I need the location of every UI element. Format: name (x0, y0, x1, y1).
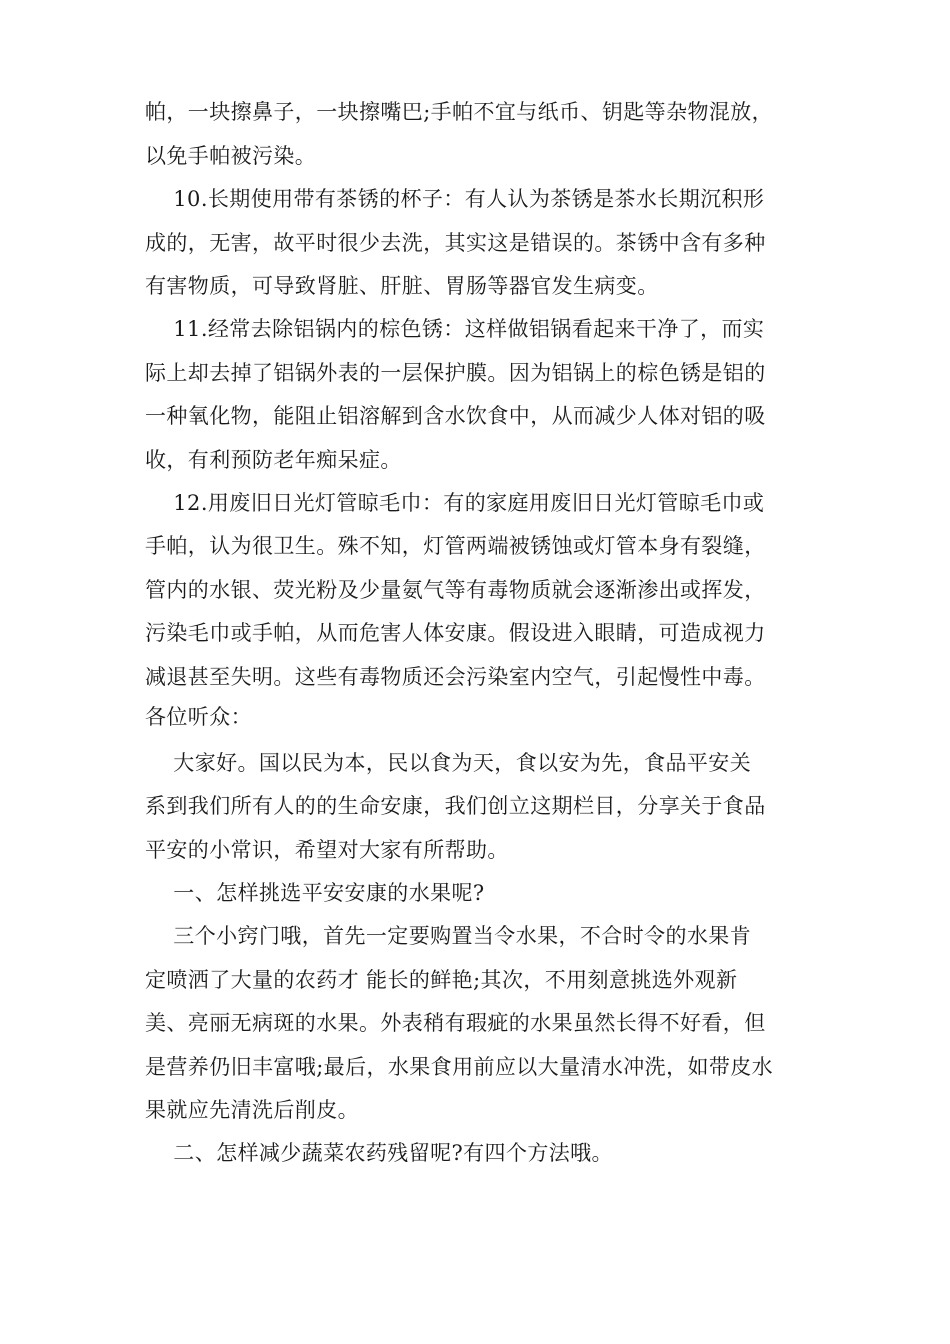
text-line: 美、亮丽无病斑的水果。外表稍有瑕疵的水果虽然长得不好看，但 (145, 1011, 766, 1035)
text-line: 平安的小常识，希望对大家有所帮助。 (145, 838, 509, 862)
text-line: 二、怎样减少蔬菜农药残留呢?有四个方法哦。 (145, 1141, 613, 1165)
text-line: 12.用废旧日光灯管晾毛巾：有的家庭用废旧日光灯管晾毛巾或 (145, 491, 765, 515)
text-line: 污染毛巾或手帕，从而危害人体安康。假设进入眼睛，可造成视力 (145, 621, 766, 645)
text-line: 一种氧化物，能阻止铝溶解到含水饮食中，从而减少人体对铝的吸 (145, 404, 766, 428)
text-line: 是营养仍旧丰富哦;最后，水果食用前应以大量清水冲洗，如带皮水 (145, 1055, 774, 1079)
text-line: 一、怎样挑选平安安康的水果呢? (145, 881, 485, 905)
text-line: 11.经常去除铝锅内的棕色锈：这样做铝锅看起来干净了，而实 (145, 317, 765, 341)
text-line: 际上却去掉了铝锅外表的一层保护膜。因为铝锅上的棕色锈是铝的 (145, 361, 766, 385)
text-line: 帕，一块擦鼻子，一块擦嘴巴;手帕不宜与纸币、钥匙等杂物混放， (145, 100, 774, 124)
text-line: 减退甚至失明。这些有毒物质还会污染室内空气，引起慢性中毒。 (145, 665, 766, 689)
text-line: 果就应先清洗后削皮。 (145, 1098, 359, 1122)
text-line: 三个小窍门哦，首先一定要购置当令水果，不合时令的水果肯 (145, 924, 752, 948)
text-line: 大家好。国以民为本，民以食为天，食以安为先，食品平安关 (145, 751, 752, 775)
text-line: 定喷洒了大量的农药才 能长的鲜艳;其次，不用刻意挑选外观新 (145, 968, 738, 992)
text-line: 以免手帕被污染。 (145, 144, 317, 168)
text-line: 系到我们所有人的的生命安康，我们创立这期栏目，分享关于食品 (145, 794, 766, 818)
text-line: 管内的水银、荧光粉及少量氨气等有毒物质就会逐渐渗出或挥发， (145, 578, 766, 602)
text-line: 10.长期使用带有茶锈的杯子：有人认为茶锈是茶水长期沉积形 (145, 187, 765, 211)
text-line: 有害物质，可导致肾脏、肝脏、胃肠等器官发生病变。 (145, 274, 659, 298)
text-line: 手帕，认为很卫生。殊不知，灯管两端被锈蚀或灯管本身有裂缝， (145, 534, 766, 558)
text-line: 各位听众： (145, 705, 252, 729)
text-line: 成的，无害，故平时很少去洗，其实这是错误的。茶锈中含有多种 (145, 231, 766, 255)
text-line: 收，有利预防老年痴呆症。 (145, 448, 402, 472)
